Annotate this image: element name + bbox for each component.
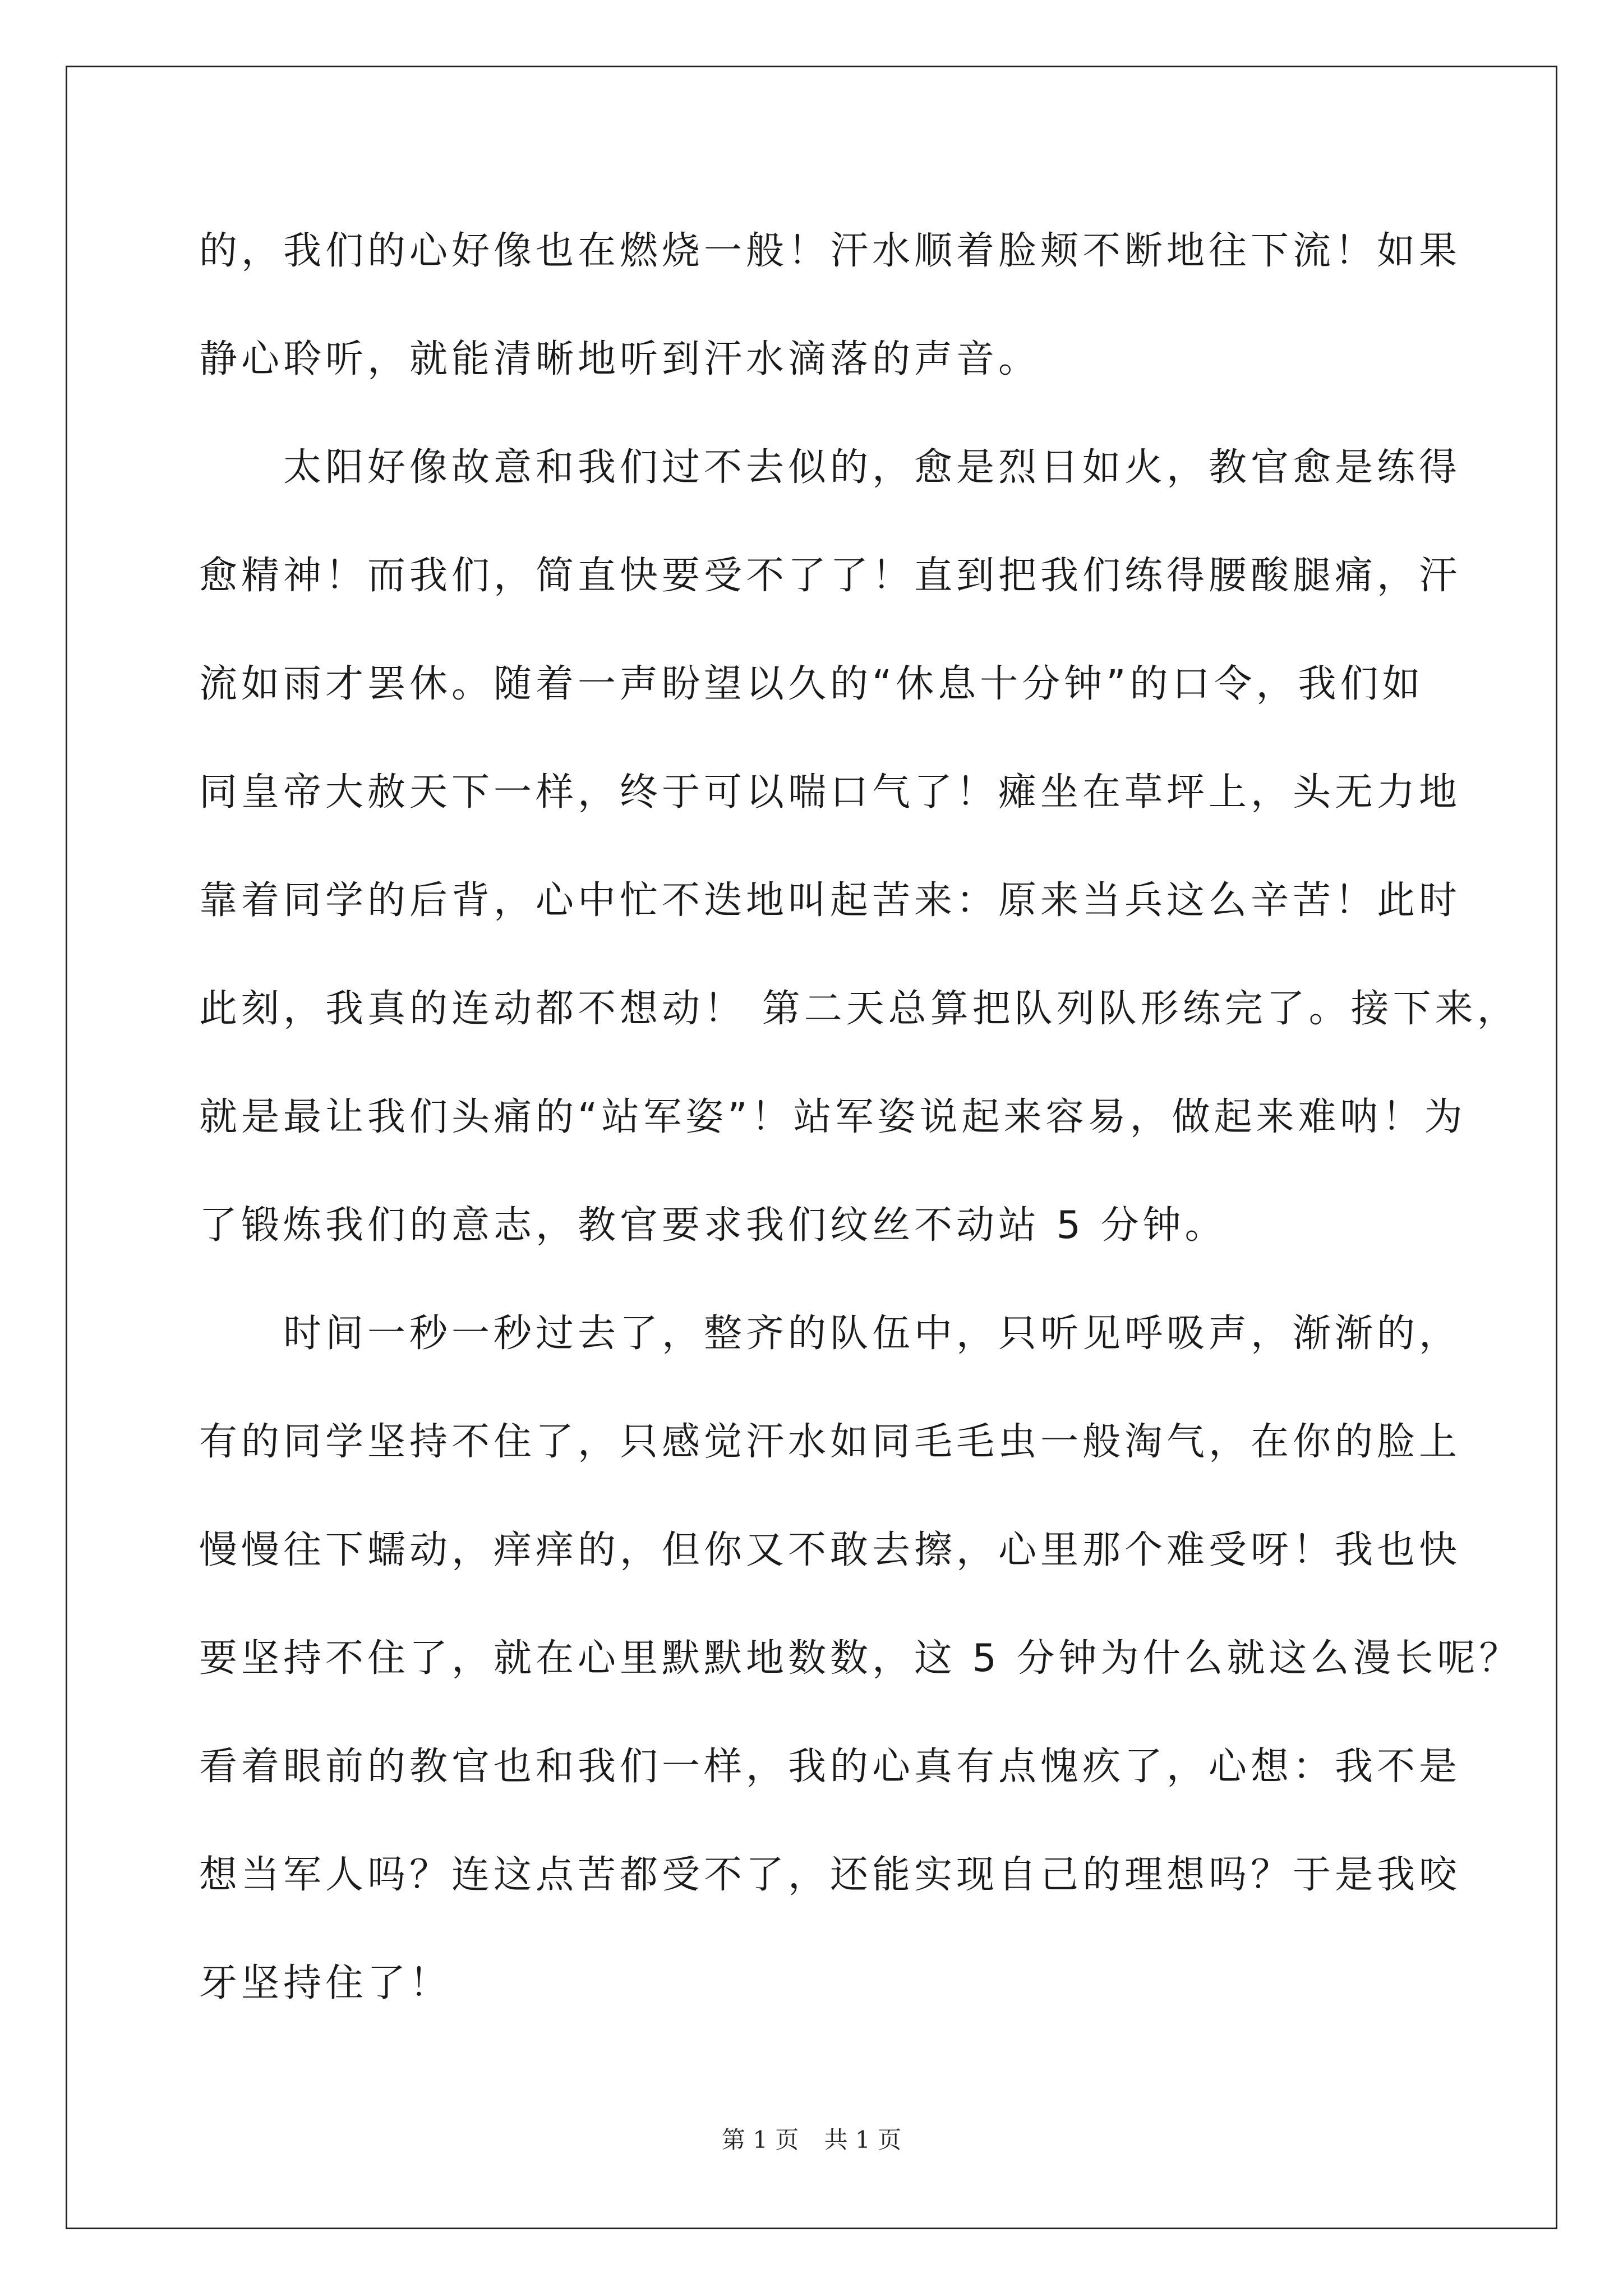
text-line: 同皇帝大赦天下一样，终于可以喘口气了！瘫坐在草坪上，头无力地 bbox=[199, 770, 1461, 815]
document-body bbox=[199, 210, 1521, 2051]
text-line: 看着眼前的教官也和我们一样，我的心真有点愧疚了，心想：我不是 bbox=[199, 1745, 1461, 1789]
page-footer bbox=[0, 2122, 1623, 2155]
text-line: 此刻，我真的连动都不想动！ 第二天总算把队列队形练完了。接下来， bbox=[199, 987, 1519, 1031]
page-number: 第 1 页 bbox=[721, 2126, 799, 2154]
text-line: 的，我们的心好像也在燃烧一般！汗水顺着脸颊不断地往下流！如果 bbox=[199, 229, 1461, 273]
page-total: 共 1 页 bbox=[824, 2126, 902, 2154]
text-line: 静心聆听，就能清晰地听到汗水滴落的声音。 bbox=[199, 337, 1041, 381]
text-line: 要坚持不住了，就在心里默默地数数，这 5 分钟为什么就这么漫长呢？ bbox=[199, 1636, 1521, 1681]
text-line: 有的同学坚持不住了，只感觉汗水如同毛毛虫一般淘气，在你的脸上 bbox=[199, 1420, 1461, 1464]
text-line: 就是最让我们头痛的“站军姿”！站军姿说起来容易，做起来难呐！为 bbox=[199, 1095, 1467, 1139]
text-line: 想当军人吗？连这点苦都受不了，还能实现自己的理想吗？于是我咬 bbox=[199, 1853, 1461, 1897]
text-line: 靠着同学的后背，心中忙不迭地叫起苦来：原来当兵这么辛苦！此时 bbox=[199, 878, 1461, 923]
text-line: 慢慢往下蠕动，痒痒的，但你又不敢去擦，心里那个难受呀！我也快 bbox=[199, 1528, 1461, 1572]
paragraph-start-line: 太阳好像故意和我们过不去似的，愈是烈日如火，教官愈是练得 bbox=[283, 445, 1461, 490]
text-line: 了锻炼我们的意志，教官要求我们纹丝不动站 5 分钟。 bbox=[199, 1203, 1227, 1248]
text-line: 牙坚持住了！ bbox=[199, 1961, 452, 2005]
text-line: 愈精神！而我们，简直快要受不了了！直到把我们练得腰酸腿痛，汗 bbox=[199, 554, 1461, 598]
text-line: 流如雨才罢休。随着一声盼望以久的“休息十分钟”的口令，我们如 bbox=[199, 662, 1424, 706]
paragraph-start-line: 时间一秒一秒过去了，整齐的队伍中，只听见呼吸声，渐渐的， bbox=[283, 1312, 1461, 1356]
